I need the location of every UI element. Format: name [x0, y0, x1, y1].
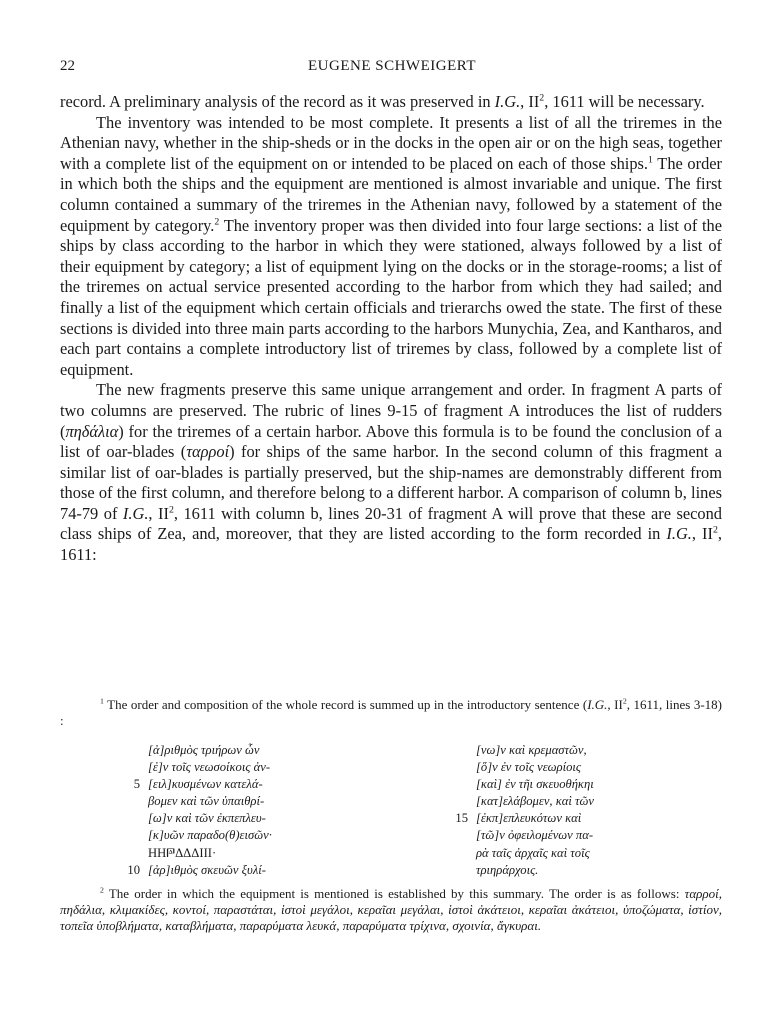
greek-line: [τῶ]ν ὀφειλομένων πα-: [476, 828, 594, 843]
greek-line: [καὶ] ἐν τῆι σκευοθήκηι: [476, 777, 594, 792]
greek-line: [κατ]ελάβομεν, καὶ τῶν: [476, 794, 595, 809]
greek-line: [ἐ]ν τοῖς νεωσοίκοις ἀν-: [148, 760, 271, 775]
footnote-marker: 2: [100, 885, 104, 895]
footnote-ref-1: 1: [648, 154, 653, 166]
greek-line: [ω]ν καὶ τῶν ἐκπεπλευ-: [148, 811, 266, 826]
footnote-marker: 1: [100, 696, 104, 706]
footnote-2: $^2$ The order in which the equipment is mentioned is established by this summary. The order is as follows: ταρροί, πηδάλια, κλιμακίδες, κοντοί, παραστάται, ἱστοὶ μεγάλοι, κεραῖαι μεγάλαι, ἱστοὶ ἀκάτειοι, κεραῖαι ἀκάτειοι, ὑποζώματα, ἱστίον, τοπεῖα ὑποβλήματα, καταβλήματα, παραρύματα λευκά, παραρύματα τρίχινα, σχοινία, ἄγκυραι.: [60, 885, 722, 934]
greek-column-left: [127, 742, 370, 879]
greek-line: 5 [ειλ]κυσμένων κατελά-: [133, 777, 263, 792]
running-head: EUGENE SCHWEIGERT: [308, 58, 476, 74]
paragraph-2: The inventory was intended to be most complete. It presents a list of all the triremes in the Athenian navy, whether in the ship-sheds or in the docks in the open air or on the high seas, together with a complete list of the equipment on or intended to be placed on each of those ships.$^1$ The order in which both the ships and the equipment are mentioned is almost invariable and unique. The first column contained a summary of the triremes in the Athenian navy, followed by a statement of the equipment by category.$^2$ The inventory proper was then divided into four large sections: a list of the ships by class according to the harbor in which they were stationed, always followed by a list of their equipment by category; a list of equipment lying on the docks or in the storage-rooms; a list of the triremes on actual service presented according to the harbor from which they had sailed; and finally a list of the equipment which certain officials and trierarchs owed the state. The first of these sections is divided into three main parts according to the harbors Munychia, Zea, and Kantharos, and each part contains a complete introductory list of triremes by class, followed by a complete list of equipment.: [60, 112, 723, 379]
greek-line: ρὰ ταῖς ἀρχαῖς καὶ τοῖς: [476, 845, 590, 860]
paragraph-3: The new fragments preserve this same unique arrangement and order. In fragment A parts of two columns are preserved. The rubric of lines 9-15 of fragment A introduces the list of rudders (πηδάλια) for the triremes of a certain harbor. Above this formula is to be found the conclusion of a list of oar-blades (ταρροί) for ships of the same harbor. In the second column of this fragment a similar list of oar-blades is partially preserved, but the ship-names are demonstrably different from those of the first column, and therefore belong to a different harbor. A comparison of column b, lines 74-79 of I.G., $II^2$, 1611 with column b, lines 20-31 of fragment A will prove that these are second class ships of Zea, and, moreover, that they are listed according to the form recorded in I.G., $II^2$, 1611:: [60, 380, 722, 565]
footnote-1: $^1$ The order and composition of the whole record is summed up in the introductory sentence (I.G., $II^2$, 1611, lines 3-18) :: [60, 696, 722, 729]
greek-line: βομεν καὶ τῶν ὑπαιθρί-: [148, 794, 265, 809]
equipment-list: ταρροί, πηδάλια, κλιμακίδες, κοντοί, παραστάται, ἱστοὶ μεγάλοι, κεραῖαι μεγάλαι, ἱστοὶ ἀκάτειοι, κεραῖαι ἀκάτειοι, ὑποζώματα, ἱστίον, τοπεῖα ὑποβλήματα, καταβλήματα, παραρύματα λευκά, παραρύματα τρίχινα, σχοινία, ἄγκυραι.: [60, 886, 722, 934]
greek-line: ΗΗ𐅄ΔΔΔΙΙΙ·: [148, 845, 217, 860]
greek-line: [ἀ]ριθμὸς τριήρων ὧν: [148, 743, 260, 757]
paragraph-1: record. A preliminary analysis of the record as it was preserved in I.G., $II^2$, 1611 will be necessary.: [60, 92, 705, 111]
greek-line: [ὅ]ν ἐν τοῖς νεωρίοις: [476, 760, 581, 775]
greek-line: [νω]ν καὶ κρεμαστῶν,: [476, 743, 587, 757]
greek-line: 10 [ἀρ]ιθμὸς σκευῶν ξυλί-: [127, 862, 266, 877]
main-text: [60, 92, 722, 566]
page-header: [60, 58, 724, 80]
greek-column-right: [455, 742, 718, 879]
greek-line: 15 [ἐκπ]επλευκότων καὶ: [455, 811, 582, 826]
greek-line: τριηράρχοις.: [476, 862, 539, 877]
page-number: 22: [60, 58, 75, 74]
footnote-ref-2: 2: [214, 216, 220, 228]
greek-line: [κ]υῶν παραδο(θ)εισῶν·: [148, 828, 272, 843]
